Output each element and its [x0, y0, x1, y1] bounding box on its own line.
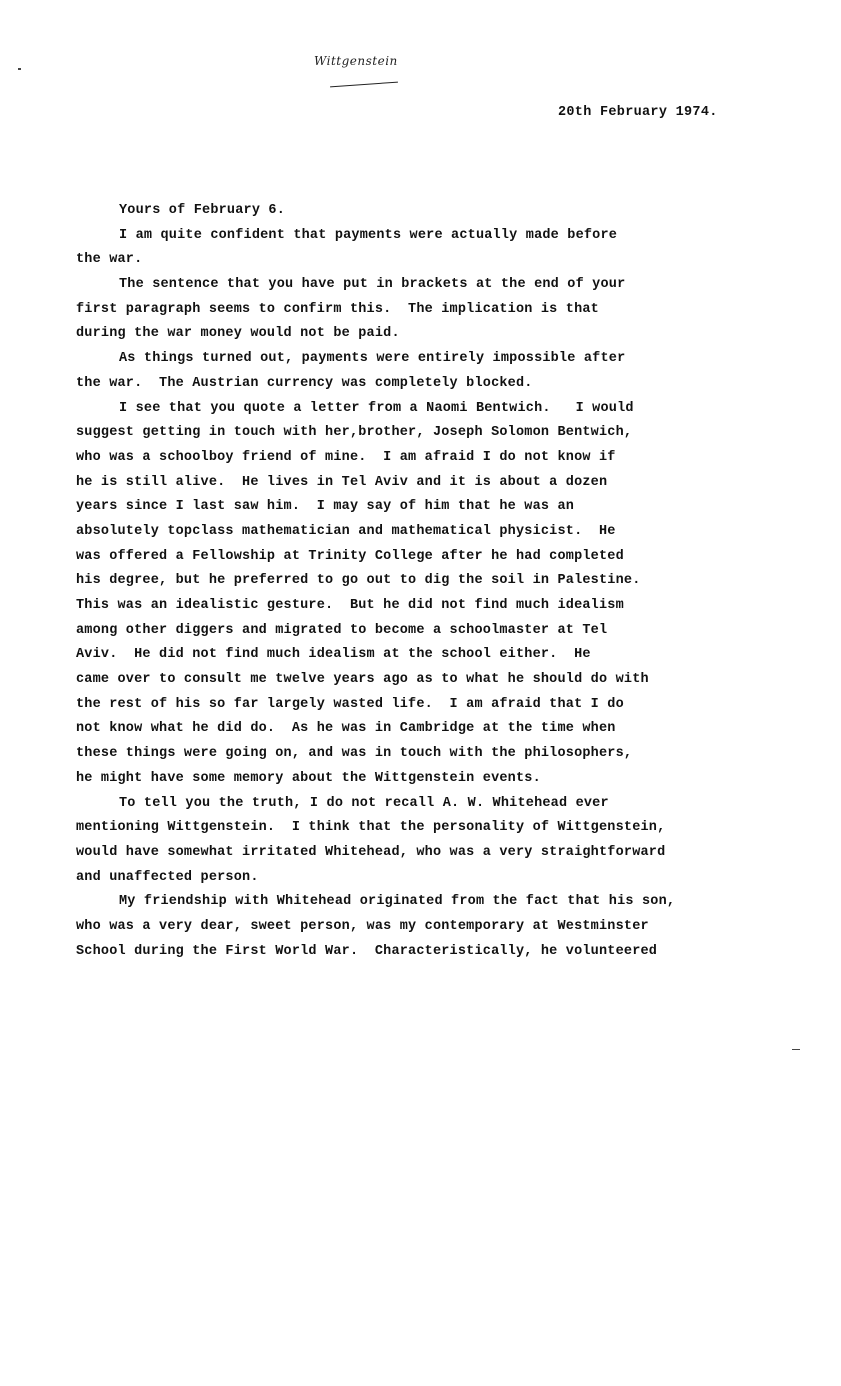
letter-line: these things were going on, and was in touch with the philosophers,: [76, 746, 633, 762]
letter-line: who was a schoolboy friend of mine. I am afraid I do not know if: [76, 449, 616, 465]
letter-line: My friendship with Whitehead originated from the fact that his son,: [119, 894, 676, 910]
letter-line: To tell you the truth, I do not recall A. W. Whitehead ever: [119, 795, 609, 811]
scan-speck: [792, 1049, 800, 1050]
letter-line: first paragraph seems to confirm this. The implication is that: [76, 301, 599, 317]
letter-line: absolutely topclass mathematician and mathematical physicist. He: [76, 523, 616, 539]
letter-line: This was an idealistic gesture. But he did not find much idealism: [76, 598, 624, 613]
letter-line: the war.: [76, 252, 143, 268]
letter-line: the war. The Austrian currency was completely blocked.: [76, 375, 533, 391]
letter-line: and unaffected person.: [76, 869, 259, 885]
letter-line: he is still alive. He lives in Tel Aviv and it is about a dozen: [76, 474, 608, 490]
letter-line: his degree, but he preferred to go out to dig the soil in Palestine.: [76, 573, 641, 589]
letter-body: [76, 199, 726, 964]
letter-line: came over to consult me twelve years ago as to what he should do with: [76, 672, 649, 688]
letter-line: suggest getting in touch with her,brother, Joseph Solomon Bentwich,: [76, 425, 633, 441]
letter-line: Aviv. He did not find much idealism at the school either. He: [76, 647, 591, 663]
letter-line: The sentence that you have put in brackets at the end of your: [119, 277, 626, 293]
letter-line: would have somewhat irritated Whitehead, who was a very straightforward: [76, 844, 666, 860]
letter-line: was offered a Fellowship at Trinity College after he had completed: [76, 548, 624, 564]
letter-line: years since I last saw him. I may say of him that he was an: [76, 499, 575, 515]
letter-line: not know what he did do. As he was in Cambridge at the time when: [76, 721, 616, 737]
letter-line: Yours of February 6.: [119, 203, 286, 218]
letter-line: I am quite confident that payments were actually made before: [119, 227, 618, 243]
letter-line: I see that you quote a letter from a Naomi Bentwich. I would: [119, 400, 634, 416]
letter-line: As things turned out, payments were entirely impossible after: [119, 351, 626, 367]
scan-speck: [18, 68, 21, 70]
letter-line: the rest of his so far largely wasted life. I am afraid that I do: [76, 696, 624, 712]
letter-line: mentioning Wittgenstein. I think that the personality of Wittgenstein,: [76, 820, 666, 836]
handwritten-annotation: Wittgenstein: [314, 54, 398, 68]
letter-line: among other diggers and migrated to become a schoolmaster at Tel: [76, 622, 608, 638]
letter-line: who was a very dear, sweet person, was my contemporary at Westminster: [76, 918, 649, 934]
letter-date: 20th February 1974.: [558, 105, 718, 120]
letter-line: School during the First World War. Characteristically, he volunteered: [76, 943, 658, 959]
letter-line: during the war money would not be paid.: [76, 326, 400, 342]
letter-line: he might have some memory about the Wittgenstein events.: [76, 770, 541, 786]
annotation-underline: [330, 82, 398, 88]
